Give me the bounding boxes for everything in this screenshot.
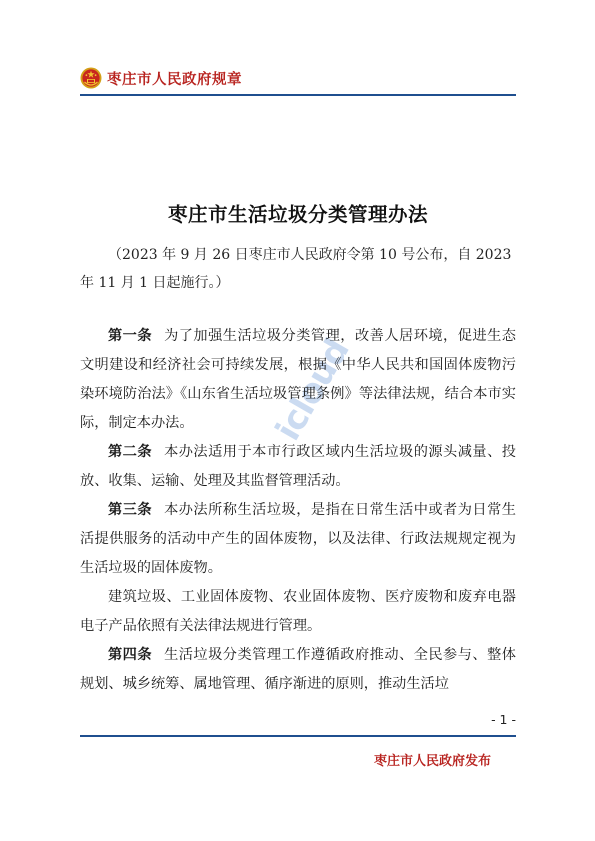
- subtitle-line-1: （2023 年 9 月 26 日枣庄市人民政府令第 10 号公布，自 2023: [108, 247, 512, 263]
- article-paragraph: [80, 641, 516, 699]
- article-text: 建筑垃圾、工业固体废物、农业固体废物、医疗废物和废弃电器电子产品依照有关法律法规进行管理。: [80, 589, 516, 634]
- article-number: 第四条: [108, 647, 153, 663]
- article-paragraph: [80, 438, 516, 496]
- article-paragraph: [80, 496, 516, 583]
- subtitle-line-2: 年 11 月 1 日起施行。）: [80, 275, 230, 291]
- header-title: 枣庄市人民政府规章: [107, 71, 242, 88]
- national-emblem-icon: [80, 67, 102, 89]
- article-paragraph: [80, 583, 516, 641]
- document-body: [80, 322, 516, 699]
- article-text: 本办法适用于本市行政区域内生活垃圾的源头减量、投放、收集、运输、处理及其监督管理活动。: [80, 444, 516, 489]
- footer-publisher: 枣庄市人民政府发布: [373, 754, 491, 769]
- document-subtitle: [80, 241, 516, 297]
- header-divider: [80, 94, 516, 96]
- article-paragraph: [80, 322, 516, 438]
- article-number: 第二条: [108, 444, 153, 460]
- article-text: 本办法所称生活垃圾，是指在日常生活中或者为日常生活提供服务的活动中产生的固体废物，以及法律、行政法规规定视为生活垃圾的固体废物。: [80, 502, 516, 576]
- article-text: 为了加强生活垃圾分类管理，改善人居环境，促进生态文明建设和经济社会可持续发展，根据《中华人民共和国固体废物污染环境防治法》《山东省生活垃圾管理条例》等法律法规，结合本市实际，制定本办法。: [80, 328, 516, 431]
- article-text: 生活垃圾分类管理工作遵循政府推动、全民参与、整体规划、城乡统筹、属地管理、循序渐进的原则，推动生活垃: [80, 647, 516, 692]
- document-title: 枣庄市生活垃圾分类管理办法: [167, 203, 428, 226]
- watermark: icloud: [268, 332, 358, 448]
- article-number: 第一条: [108, 328, 153, 344]
- footer-divider: [80, 735, 516, 737]
- page-number: - 1 -: [491, 712, 516, 727]
- article-number: 第三条: [108, 502, 153, 518]
- document-header: [80, 66, 242, 90]
